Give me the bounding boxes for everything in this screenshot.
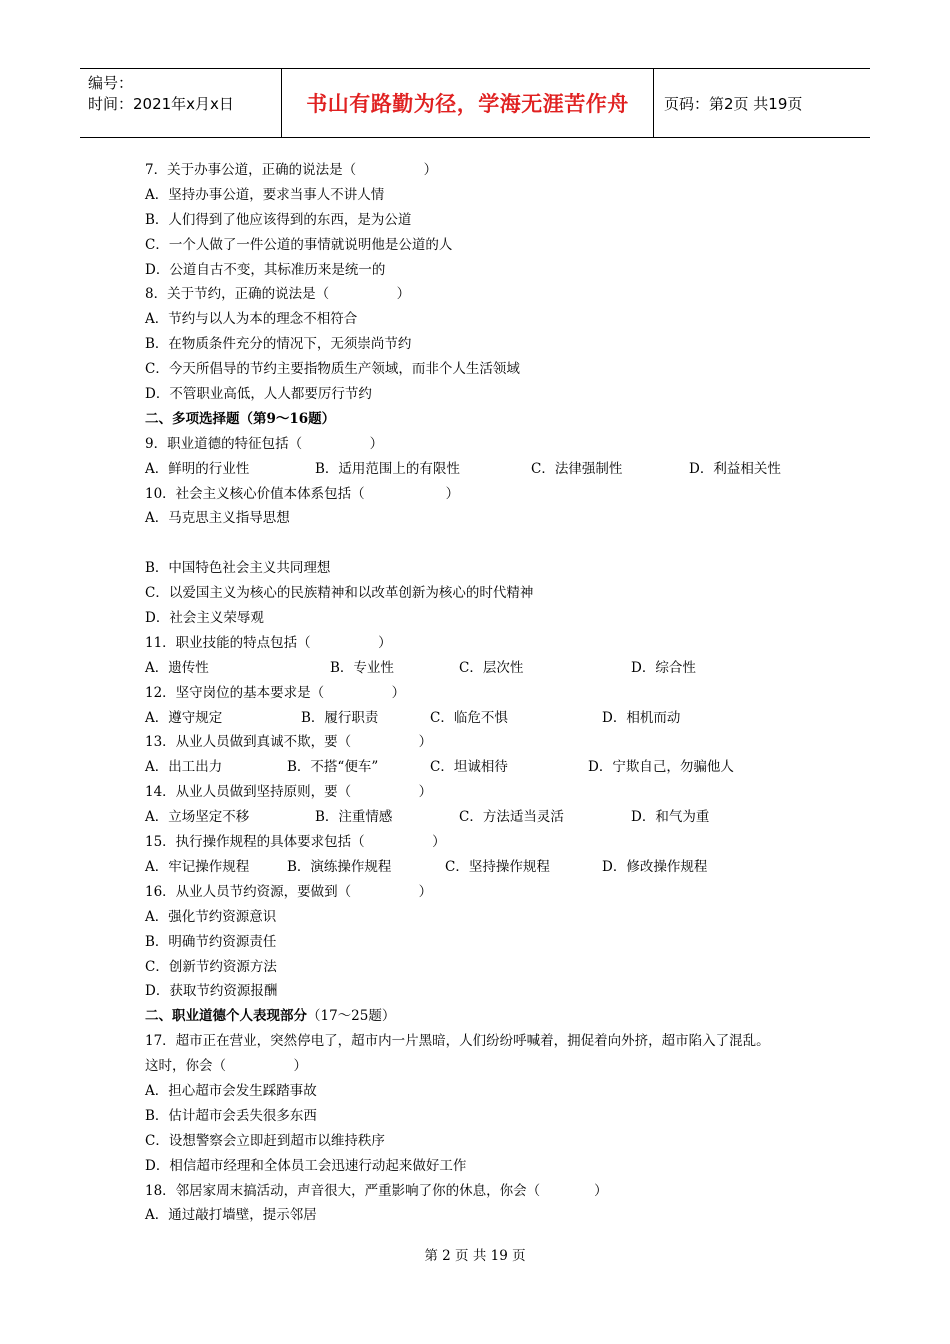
section-heading-bold: 二、职业道德个人表现部分 (145, 1008, 307, 1025)
option-17c: C．设想警察会立即赶到超市以维持秩序 (145, 1132, 385, 1149)
option-10a: A．马克思主义指导思想 (145, 510, 290, 527)
question-9: 9．职业道德的特征包括（ ） (145, 435, 384, 452)
option-13d: D．宁欺自己，勿骗他人 (588, 759, 734, 776)
question-15: 15．执行操作规程的具体要求包括（ ） (145, 834, 446, 851)
option-18a: A．通过敲打墙壁，提示邻居 (145, 1207, 317, 1224)
option-13a: A．出工出力 (145, 759, 223, 776)
question-17: 17．超市正在营业，突然停电了，超市内一片黑暗，人们纷纷呼喊着，拥促着向外挤，超市陷入了混乱。 (145, 1033, 770, 1050)
option-11c: C．层次性 (459, 659, 524, 676)
option-16b: B．明确节约资源责任 (145, 933, 277, 950)
option-12b: B．履行职责 (301, 709, 379, 726)
question-18: 18．邻居家周末搞活动，声音很大，严重影响了你的休息，你会（ ） (145, 1182, 608, 1199)
question-8: 8．关于节约，正确的说法是（ ） (145, 286, 411, 303)
option-14a: A．立场坚定不移 (145, 809, 250, 826)
option-12c: C．临危不惧 (430, 709, 508, 726)
option-9a: A．鲜明的行业性 (145, 460, 250, 477)
option-14b: B．注重情感 (315, 809, 393, 826)
question-7: 7．关于办事公道，正确的说法是（ ） (145, 162, 438, 178)
option-12d: D．相机而动 (602, 709, 681, 726)
option-11d: D．综合性 (631, 659, 696, 676)
option-7a: A．坚持办事公道，要求当事人不讲人情 (145, 186, 385, 203)
options-15 (145, 855, 835, 880)
option-15c: C．坚持操作规程 (445, 858, 550, 875)
option-13c: C．坦诚相待 (430, 759, 508, 776)
options-12 (145, 706, 835, 731)
section-heading-multiple-choice: 二、多项选择题（第9～16题） (145, 410, 336, 427)
option-15d: D．修改操作规程 (602, 858, 708, 875)
blank-line (145, 531, 835, 556)
option-11b: B．专业性 (330, 659, 394, 676)
option-17d: D．相信超市经理和全体员工会迅速行动起来做好工作 (145, 1157, 467, 1174)
option-8d: D．不管职业高低，人人都要厉行节约 (145, 386, 372, 403)
options-11 (145, 656, 835, 681)
option-16a: A．强化节约资源意识 (145, 908, 277, 925)
section-heading-range: （17～25题） (307, 1008, 396, 1025)
option-15a: A．牢记操作规程 (145, 858, 250, 875)
header-motto: 书山有路勤为径，学海无涯苦作舟 (306, 92, 629, 116)
option-17b: B．估计超市会丢失很多东西 (145, 1107, 317, 1124)
exam-content (145, 158, 835, 1228)
page-header (80, 68, 870, 138)
option-9b: B．适用范围上的有限性 (315, 460, 460, 477)
options-14 (145, 805, 835, 830)
option-16c: C．创新节约资源方法 (145, 958, 277, 975)
option-7d: D．公道自古不变，其标准历来是统一的 (145, 261, 386, 278)
option-7c: C．一个人做了一件公道的事情就说明他是公道的人 (145, 236, 453, 253)
option-7b: B．人们得到了他应该得到的东西，是为公道 (145, 211, 412, 228)
option-17a: A．担心超市会发生踩踏事故 (145, 1082, 317, 1099)
option-10b: B．中国特色社会主义共同理想 (145, 560, 331, 577)
option-15b: B．演练操作规程 (287, 858, 392, 875)
question-16: 16．从业人员节约资源，要做到（ ） (145, 883, 433, 900)
option-14d: D．和气为重 (631, 809, 710, 826)
document-time-label: 时间：2021年x月x日 (88, 95, 234, 113)
option-8c: C．今天所倡导的节约主要指物质生产领域，而非个人生活领域 (145, 361, 520, 378)
option-10c: C．以爱国主义为核心的民族精神和以改革创新为核心的时代精神 (145, 585, 534, 602)
options-13 (145, 755, 835, 780)
option-11a: A．遗传性 (145, 659, 209, 676)
option-12a: A．遵守规定 (145, 709, 223, 726)
header-page-info (654, 69, 870, 137)
options-9 (145, 457, 835, 482)
option-13b: B．不搭“便车” (287, 759, 379, 776)
question-11: 11．职业技能的特点包括（ ） (145, 634, 392, 651)
option-9c: C．法律强制性 (531, 460, 623, 477)
option-8b: B．在物质条件充分的情况下，无须崇尚节约 (145, 336, 412, 353)
section-heading-personal-performance (145, 1004, 835, 1029)
option-14c: C．方法适当灵活 (459, 809, 564, 826)
document-number-label: 编号： (88, 74, 134, 92)
question-14: 14．从业人员做到坚持原则，要（ ） (145, 784, 433, 801)
page-footer: 第 2 页 共 19 页 (424, 1248, 526, 1264)
option-8a: A．节约与以人为本的理念不相符合 (145, 311, 358, 328)
option-9d: D．利益相关性 (689, 460, 781, 477)
header-motto-cell (282, 69, 654, 137)
header-page-label: 页码：第2页 共19页 (664, 94, 803, 113)
question-17-continued: 这时，你会（ ） (145, 1058, 307, 1075)
question-13: 13．从业人员做到真诚不欺，要（ ） (145, 734, 433, 751)
header-meta (80, 69, 282, 137)
question-10: 10．社会主义核心价值本体系包括（ ） (145, 485, 460, 502)
option-10d: D．社会主义荣辱观 (145, 610, 264, 627)
option-16d: D．获取节约资源报酬 (145, 983, 278, 1000)
question-12: 12．坚守岗位的基本要求是（ ） (145, 684, 406, 701)
